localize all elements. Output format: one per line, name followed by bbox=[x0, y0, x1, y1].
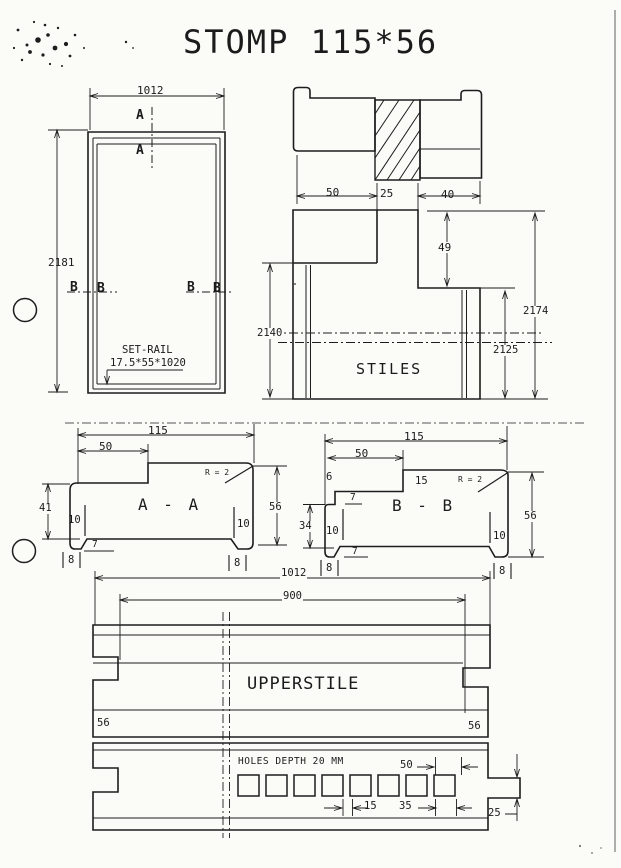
stile-len-right-dim: 2125 bbox=[493, 344, 519, 356]
aa-height-dim: 56 bbox=[269, 501, 282, 513]
aa-step-dim: 50 bbox=[99, 440, 113, 453]
stile-top-middle-dim: 25 bbox=[380, 187, 394, 200]
aa-chamfer bbox=[225, 466, 253, 483]
cross-section-dims bbox=[297, 155, 480, 210]
set-rail-centerlines bbox=[272, 333, 552, 343]
upperstile-figure bbox=[93, 571, 490, 838]
set-rail-size: 17.5*55*1020 bbox=[110, 357, 186, 369]
stile-notch-dim: 49 bbox=[438, 241, 452, 254]
holes-gap-dim: 15 bbox=[364, 800, 377, 812]
section-b-mark-3: B bbox=[187, 280, 195, 295]
aa-radius-note: R = 2 bbox=[205, 468, 230, 477]
section-b-mark-2: B bbox=[97, 281, 105, 296]
door-height-label: 2181 bbox=[48, 256, 75, 269]
holes-spacing-dim: 50 bbox=[400, 759, 413, 771]
set-rail-leader bbox=[105, 370, 184, 384]
stile-len-left-dim: 2140 bbox=[257, 327, 283, 339]
bb-lip-dim: 7 bbox=[350, 492, 356, 503]
stile-len-total-dim: 2174 bbox=[523, 305, 549, 317]
bb-foot-left-dim: 8 bbox=[326, 562, 333, 574]
aa-foot-left-dim: 8 bbox=[68, 554, 75, 566]
bb-groove-left-dim: 10 bbox=[326, 525, 339, 537]
door-width-label: 1012 bbox=[137, 84, 164, 97]
bb-step-dim: 50 bbox=[355, 447, 369, 460]
tenon-dim bbox=[505, 754, 520, 821]
section-a-mark-bottom: A bbox=[136, 143, 144, 158]
holes-depth-note: HOLES DEPTH 20 MM bbox=[238, 756, 344, 767]
bb-width-dim: 115 bbox=[404, 430, 424, 443]
aa-foot-right-dim: 8 bbox=[234, 557, 241, 569]
section-b-mark-4: B bbox=[213, 281, 221, 296]
scan-speckles bbox=[13, 21, 602, 854]
holes-tenon-dim: 25 bbox=[488, 807, 501, 819]
bb-left-height-dim: 34 bbox=[299, 520, 312, 532]
section-bb-label: B - B bbox=[392, 496, 456, 515]
holes-pitch-dim: 35 bbox=[399, 800, 412, 812]
board-centerlines bbox=[223, 612, 230, 838]
hole-spacing-dim bbox=[417, 757, 478, 775]
punch-holes bbox=[13, 299, 37, 563]
aa-foot-step-dim: 7 bbox=[92, 539, 98, 550]
bb-chamfer bbox=[478, 473, 508, 493]
bb-height-dim: 56 bbox=[524, 510, 537, 522]
bb-foot-marks bbox=[321, 560, 511, 579]
bb-top-width-dim: 15 bbox=[415, 475, 428, 487]
aa-width-dim: 115 bbox=[148, 424, 168, 437]
square-holes bbox=[238, 775, 455, 796]
upperstile-width-dim: 1012 bbox=[281, 567, 307, 579]
aa-foot-marks bbox=[63, 551, 246, 571]
hole-pitch-dims bbox=[324, 799, 472, 816]
upperstile-height-right-dim: 56 bbox=[468, 720, 481, 732]
upperstile-inner-dim: 900 bbox=[283, 590, 302, 602]
upperstile-label: UPPERSTILE bbox=[247, 674, 360, 694]
aa-groove-right-dim: 10 bbox=[237, 518, 250, 530]
aa-left-height-dim: 41 bbox=[39, 502, 52, 514]
bb-groove-right-dim: 10 bbox=[493, 530, 506, 542]
section-aa-label: A - A bbox=[138, 495, 202, 514]
hatch-lines bbox=[375, 100, 420, 180]
upperstile-inner-dim bbox=[120, 594, 465, 713]
bb-step-height-dim: 6 bbox=[326, 471, 333, 483]
stile-top-left-dim: 50 bbox=[326, 186, 340, 199]
stile-grooves bbox=[306, 265, 467, 398]
set-rail-label: SET-RAIL bbox=[122, 344, 173, 356]
drawing-title: STOMP 115*56 bbox=[183, 23, 439, 61]
section-a-mark-top: A bbox=[136, 108, 144, 123]
bb-foot-step-dim: 7 bbox=[352, 546, 358, 557]
upperstile-height-left-dim: 56 bbox=[97, 717, 110, 729]
bb-radius-note: R = 2 bbox=[458, 475, 483, 484]
bb-foot-right-dim: 8 bbox=[499, 565, 506, 577]
aa-groove-left-dim: 10 bbox=[68, 514, 81, 526]
section-b-mark-1: B bbox=[70, 280, 78, 295]
stile-top-right-dim: 40 bbox=[441, 188, 455, 201]
stiles-label: STILES bbox=[356, 360, 423, 378]
